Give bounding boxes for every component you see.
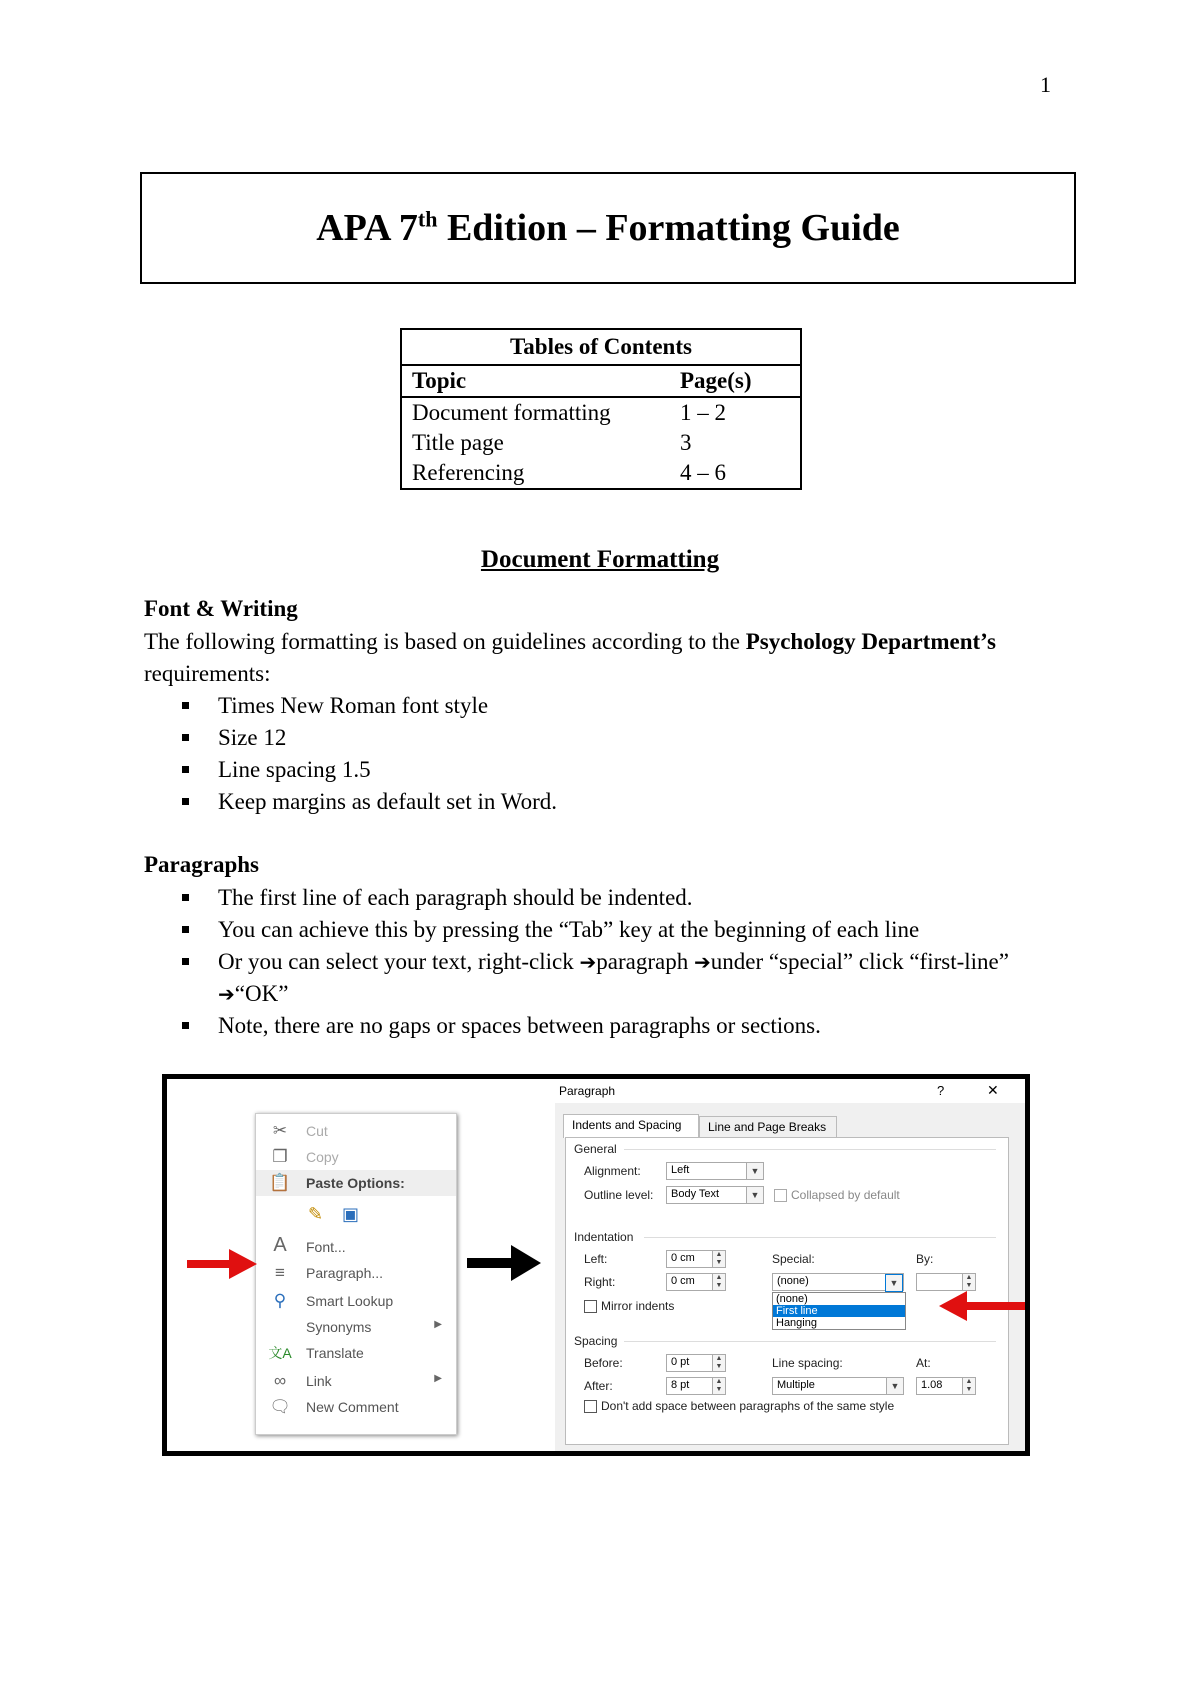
chevron-down-icon[interactable]: ▼	[885, 1274, 903, 1292]
tab-line-page-breaks[interactable]: Line and Page Breaks	[699, 1116, 837, 1138]
spinner-icon[interactable]: ▲ ▼	[712, 1378, 725, 1394]
toc-topic: Document formatting	[412, 400, 611, 425]
outline-level-label: Outline level:	[584, 1188, 654, 1202]
submenu-arrow-icon: ▶	[434, 1319, 442, 1330]
special-dropdown-list	[772, 1292, 906, 1330]
list-item: Note, there are no gaps or spaces between paragraphs or sections.	[180, 1010, 1060, 1042]
after-input[interactable]: 8 pt ▲ ▼	[666, 1377, 726, 1395]
copy-icon: ❐	[272, 1147, 288, 1166]
special-option-none[interactable]: (none)	[776, 1293, 808, 1305]
menu-item-font[interactable]: A Font...	[256, 1234, 456, 1260]
font-writing-heading: Font & Writing	[144, 596, 298, 621]
arrow-right-icon: ➔	[579, 950, 597, 974]
menu-item-paragraph[interactable]: ≡ Paragraph...	[256, 1260, 456, 1286]
menu-item-cut[interactable]: ✂ Cut	[256, 1118, 456, 1144]
special-label: Special:	[772, 1252, 815, 1266]
after-label: After:	[584, 1379, 613, 1393]
close-button[interactable]: ✕	[987, 1082, 999, 1098]
paragraph-dialog	[555, 1079, 1025, 1451]
line-spacing-select[interactable]: Multiple ▼	[772, 1377, 904, 1395]
left-indent-input[interactable]: 0 cm ▲ ▼	[666, 1250, 726, 1268]
right-indent-input[interactable]: 0 cm ▲ ▼	[666, 1273, 726, 1291]
table-row	[401, 458, 801, 489]
group-indentation: Indentation	[574, 1230, 634, 1244]
outline-level-select[interactable]: Body Text ▼	[666, 1186, 764, 1204]
arrow-right-icon: ➔	[218, 982, 235, 1006]
translate-icon: 文A	[268, 1345, 292, 1361]
dialog-title: Paragraph	[559, 1084, 616, 1098]
toc-topic: Referencing	[412, 460, 525, 485]
list-item: You can achieve this by pressing the “Tab” key at the beginning of each line	[180, 914, 1060, 946]
special-option-hanging[interactable]: Hanging	[776, 1317, 817, 1329]
menu-item-smart-lookup[interactable]: ⚲ Smart Lookup	[256, 1288, 456, 1314]
black-arrow-icon	[467, 1245, 543, 1281]
link-icon: ∞	[273, 1371, 287, 1390]
menu-item-copy[interactable]: ❐ Copy	[256, 1144, 456, 1170]
toc-pages: 1 – 2	[680, 400, 726, 425]
menu-item-translate[interactable]: 文A Translate	[268, 1345, 364, 1361]
document-title: APA 7th Edition – Formatting Guide	[316, 206, 900, 249]
paste-picture-icon[interactable]: ▣	[342, 1204, 360, 1224]
before-label: Before:	[584, 1356, 623, 1370]
table-row	[401, 397, 801, 428]
chevron-down-icon: ▼	[886, 1378, 903, 1394]
screenshot-figure	[162, 1074, 1030, 1456]
spinner-icon[interactable]: ▲ ▼	[962, 1274, 975, 1290]
paragraph-icon: ≡	[275, 1263, 285, 1282]
collapsed-checkbox[interactable]	[774, 1189, 787, 1202]
no-space-label: Don't add space between paragraphs of the same style	[601, 1399, 895, 1413]
font-writing-intro: The following formatting is based on guidelines according to the Psychology Department’s requirements:	[144, 629, 996, 686]
toc-pages: 4 – 6	[680, 460, 726, 485]
mirror-indents-checkbox[interactable]	[584, 1300, 597, 1313]
special-select[interactable]: (none) ▼	[772, 1273, 904, 1291]
toc-caption: Tables of Contents	[401, 329, 801, 365]
list-item: Line spacing 1.5	[180, 754, 1060, 786]
collapsed-label: Collapsed by default	[791, 1188, 900, 1202]
special-option-first-line[interactable]: First line	[773, 1305, 905, 1317]
toc-header-pages: Page(s)	[670, 365, 801, 397]
red-arrow-paragraph-icon	[187, 1247, 259, 1281]
section-heading: Document Formatting	[480, 546, 720, 573]
chevron-down-icon: ▼	[746, 1163, 763, 1179]
alignment-label: Alignment:	[584, 1164, 641, 1178]
at-input[interactable]: 1.08 ▲ ▼	[916, 1377, 976, 1395]
toc-header-topic: Topic	[401, 365, 670, 397]
table-of-contents	[400, 328, 802, 490]
list-item: Times New Roman font style	[180, 690, 1060, 722]
paste-option-icons	[256, 1198, 456, 1230]
spinner-icon[interactable]: ▲ ▼	[712, 1355, 725, 1371]
chevron-down-icon: ▼	[746, 1187, 763, 1203]
line-spacing-label: Line spacing:	[772, 1356, 843, 1370]
left-indent-label: Left:	[584, 1252, 608, 1266]
alignment-select[interactable]: Left ▼	[666, 1162, 764, 1180]
comment-icon: 🗨	[269, 1397, 291, 1416]
group-general: General	[574, 1142, 617, 1156]
menu-item-synonyms[interactable]: Synonyms ▶	[306, 1319, 442, 1335]
scissors-icon: ✂	[272, 1121, 288, 1140]
help-button[interactable]: ?	[937, 1083, 945, 1098]
before-input[interactable]: 0 pt ▲ ▼	[666, 1354, 726, 1372]
font-icon: A	[273, 1234, 287, 1256]
search-icon: ⚲	[273, 1291, 287, 1310]
clipboard-icon: 📋	[269, 1173, 291, 1192]
table-row	[401, 428, 801, 458]
at-label: At:	[916, 1356, 931, 1370]
paste-keep-format-icon[interactable]: ✎	[308, 1204, 324, 1224]
context-menu	[255, 1113, 457, 1435]
list-item: Size 12	[180, 722, 1060, 754]
page-number: 1	[1040, 72, 1051, 97]
tab-indents-spacing[interactable]: Indents and Spacing	[563, 1114, 699, 1138]
red-arrow-special-icon	[939, 1289, 1025, 1323]
toc-pages: 3	[680, 430, 692, 455]
spinner-icon[interactable]: ▲ ▼	[962, 1378, 975, 1394]
by-label: By:	[916, 1252, 934, 1266]
list-item: Or you can select your text, right-click ➔paragraph ➔under “special” click “first-line” ➔“OK”	[180, 946, 1060, 1010]
spinner-icon[interactable]: ▲ ▼	[712, 1274, 725, 1290]
right-indent-label: Right:	[584, 1275, 616, 1289]
mirror-indents-label: Mirror indents	[601, 1299, 675, 1313]
menu-item-paste-options: 📋 Paste Options:	[256, 1170, 456, 1196]
paragraph-bullets	[180, 882, 1060, 1042]
paragraphs-heading: Paragraphs	[144, 852, 259, 877]
list-item: Keep margins as default set in Word.	[180, 786, 1060, 818]
group-spacing: Spacing	[574, 1334, 618, 1348]
dialog-titlebar	[555, 1079, 1025, 1103]
title-box	[140, 172, 1076, 284]
list-item: The first line of each paragraph should be indented.	[180, 882, 1060, 914]
toc-topic: Title page	[412, 430, 504, 455]
submenu-arrow-icon: ▶	[434, 1373, 442, 1384]
menu-item-link[interactable]: ∞ Link ▶	[256, 1368, 456, 1394]
arrow-right-icon: ➔	[693, 950, 711, 974]
font-bullets	[180, 690, 1060, 818]
no-space-checkbox[interactable]	[584, 1400, 597, 1413]
spinner-icon[interactable]: ▲ ▼	[712, 1251, 725, 1267]
menu-item-new-comment[interactable]: 🗨 New Comment	[269, 1397, 399, 1416]
